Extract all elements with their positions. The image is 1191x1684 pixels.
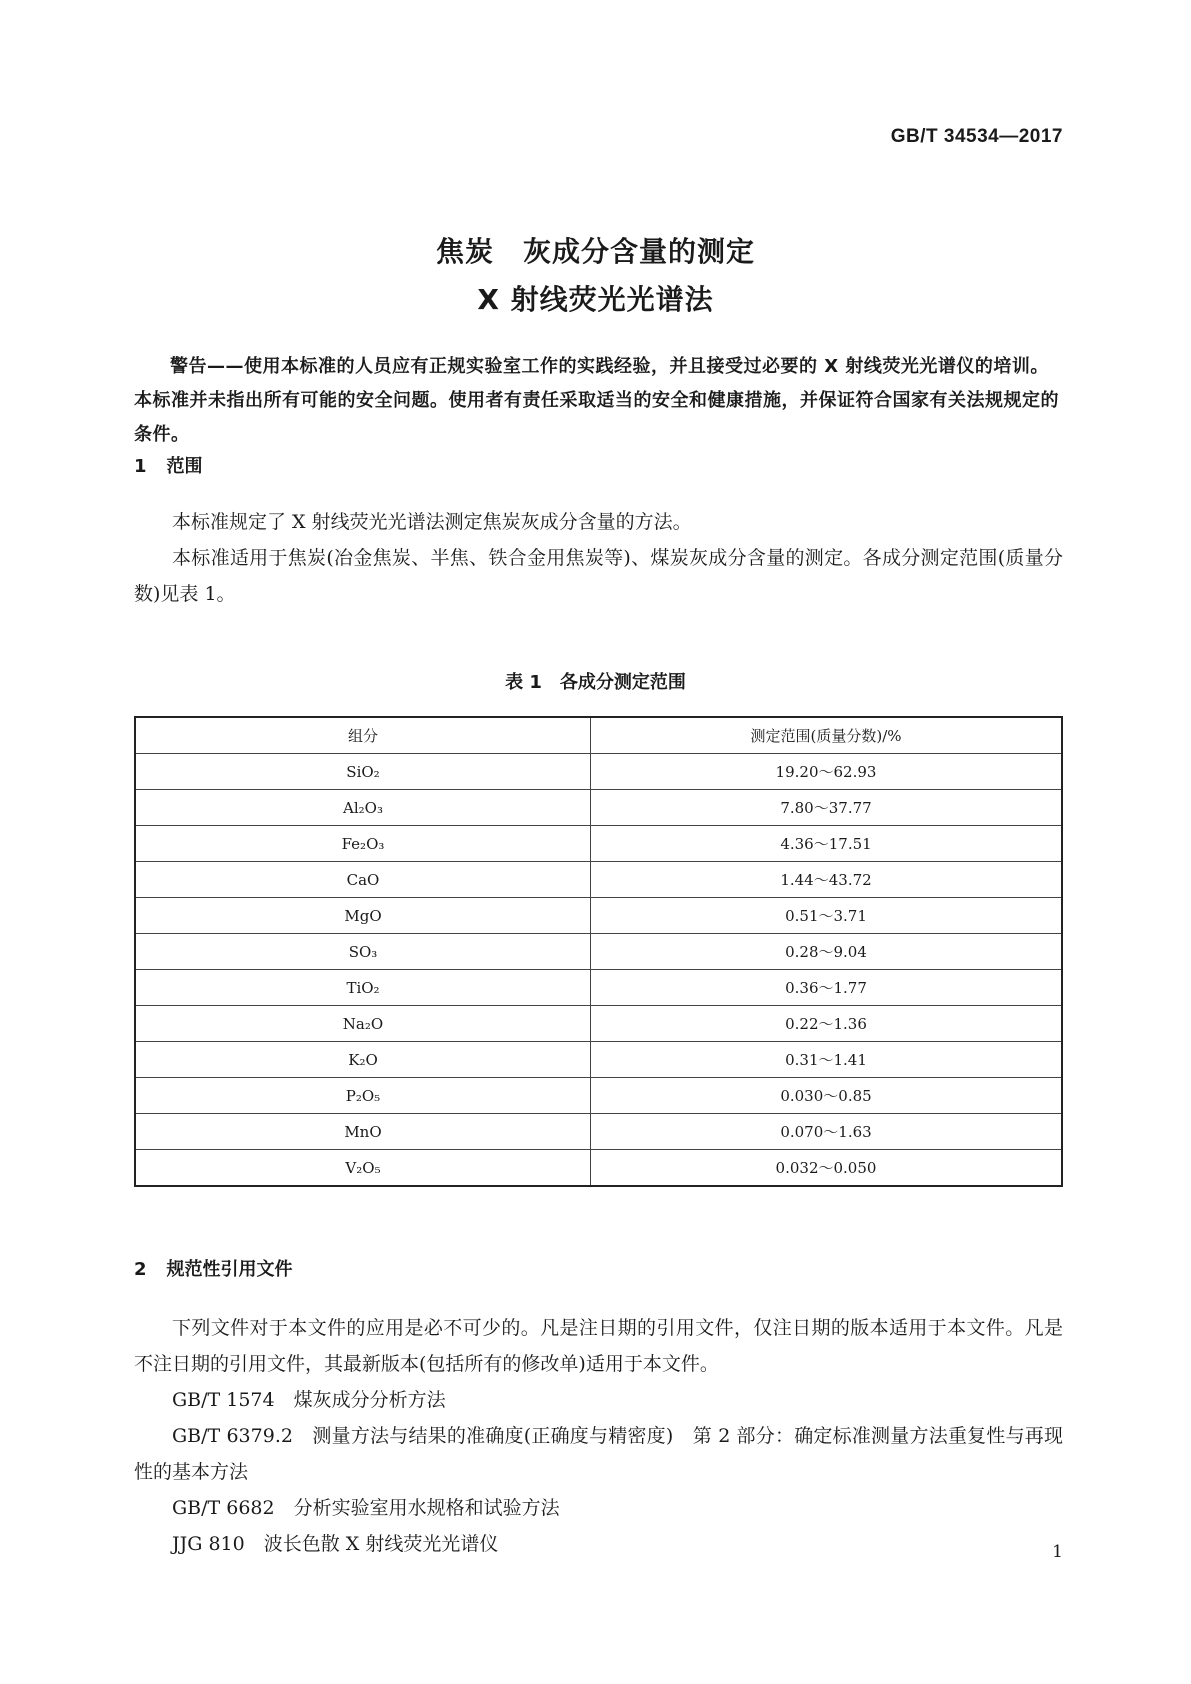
table-row (135, 790, 1062, 826)
section-2-paragraph: 下列文件对于本文件的应用是必不可少的。凡是注日期的引用文件，仅注日期的版本适用于本文件。凡是不注日期的引用文件，其最新版本(包括所有的修改单)适用于本文件。 (134, 1317, 1063, 1375)
section-2-title: 规范性引用文件 (166, 1259, 293, 1280)
range-cell: 0.032～0.050 (591, 1150, 1063, 1187)
component-cell: CaO (135, 862, 591, 898)
table-row (135, 1114, 1062, 1150)
standard-code: GB/T 34534—2017 (890, 126, 1063, 147)
table-row (135, 754, 1062, 790)
table-row (135, 1042, 1062, 1078)
component-cell: V₂O₅ (135, 1150, 591, 1187)
range-cell: 0.28～9.04 (591, 934, 1063, 970)
section-2-body (134, 1310, 1063, 1562)
table-header-row (135, 717, 1062, 754)
range-cell: 0.31～1.41 (591, 1042, 1063, 1078)
component-cell: TiO₂ (135, 970, 591, 1006)
table-1-caption-number: 表 1 (505, 672, 542, 693)
component-cell: SiO₂ (135, 754, 591, 790)
section-2-number: 2 (134, 1259, 147, 1280)
table-row (135, 898, 1062, 934)
range-cell: 0.030～0.85 (591, 1078, 1063, 1114)
table-row (135, 1078, 1062, 1114)
component-cell: Al₂O₃ (135, 790, 591, 826)
section-1-paragraph: 本标准规定了 X 射线荧光光谱法测定焦炭灰成分含量的方法。 (172, 511, 692, 533)
table-row (135, 1150, 1062, 1187)
table-row (135, 862, 1062, 898)
table-row (135, 826, 1062, 862)
range-cell: 0.22～1.36 (591, 1006, 1063, 1042)
component-cell: SO₃ (135, 934, 591, 970)
range-cell: 4.36～17.51 (591, 826, 1063, 862)
table-row (135, 970, 1062, 1006)
normative-reference-item: GB/T 1574 煤灰成分分析方法 (172, 1389, 446, 1411)
table-1-caption-title: 各成分测定范围 (559, 672, 686, 693)
component-cell: K₂O (135, 1042, 591, 1078)
range-cell: 1.44～43.72 (591, 862, 1063, 898)
warning-paragraph: 警告——使用本标准的人员应有正规实验室工作的实践经验，并且接受过必要的 X 射线荧光光谱仪的培训。本标准并未指出所有可能的安全问题。使用者有责任采取适当的安全和健康措施，并保证符合国家有关法规规定的条件。 (134, 356, 1059, 445)
component-cell: Fe₂O₃ (135, 826, 591, 862)
component-cell: Na₂O (135, 1006, 591, 1042)
section-1-title: 范围 (166, 456, 203, 477)
section-1-number: 1 (134, 456, 147, 477)
document-title-line-1: 焦炭 灰成分含量的测定 (435, 235, 755, 268)
document-title-line-2: X 射线荧光光谱法 (477, 283, 714, 316)
column-header-component: 组分 (135, 717, 591, 754)
normative-reference-item: JJG 810 波长色散 X 射线荧光光谱仪 (172, 1533, 499, 1555)
normative-reference-item: GB/T 6682 分析实验室用水规格和试验方法 (172, 1497, 560, 1519)
measurement-range-table (134, 716, 1063, 1187)
range-cell: 0.51～3.71 (591, 898, 1063, 934)
range-cell: 0.36～1.77 (591, 970, 1063, 1006)
component-cell: MnO (135, 1114, 591, 1150)
range-cell: 7.80～37.77 (591, 790, 1063, 826)
page-number: 1 (1052, 1542, 1063, 1562)
table-1-caption (0, 668, 1191, 694)
range-cell: 19.20～62.93 (591, 754, 1063, 790)
section-1-body (134, 504, 1063, 612)
component-cell: P₂O₅ (135, 1078, 591, 1114)
section-1-paragraph: 本标准适用于焦炭(冶金焦炭、半焦、铁合金用焦炭等)、煤炭灰成分含量的测定。各成分测定范围(质量分数)见表 1。 (134, 547, 1063, 605)
component-cell: MgO (135, 898, 591, 934)
range-cell: 0.070～1.63 (591, 1114, 1063, 1150)
table-row (135, 1006, 1062, 1042)
section-1-heading (134, 452, 203, 478)
normative-reference-item: GB/T 6379.2 测量方法与结果的准确度(正确度与精密度) 第 2 部分：确定标准测量方法重复性与再现性的基本方法 (134, 1425, 1063, 1483)
column-header-range: 测定范围(质量分数)/% (591, 717, 1063, 754)
section-2-heading (134, 1255, 293, 1281)
table-row (135, 934, 1062, 970)
